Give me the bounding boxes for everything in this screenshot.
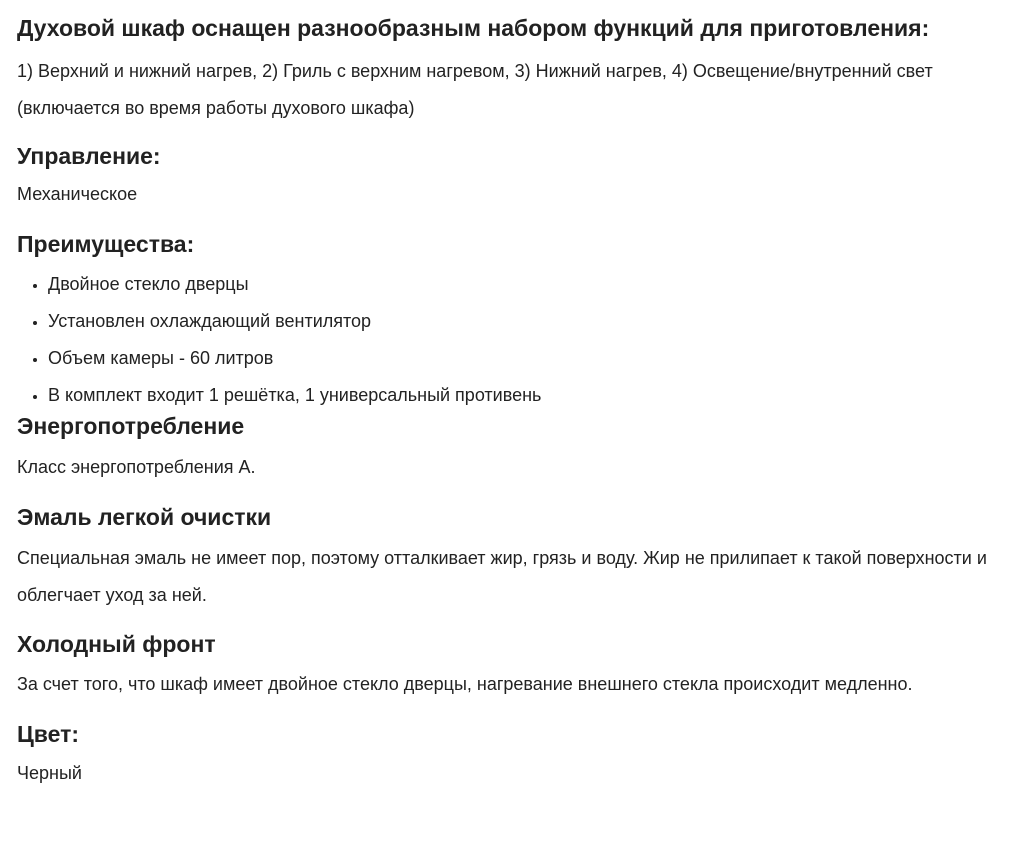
color-text: Черный [17, 763, 82, 783]
control-heading: Управление: [17, 143, 161, 169]
control-text: Механическое [17, 184, 138, 204]
list-item: • Двойное стекло дверцы [48, 266, 1035, 303]
list-item: • Установлен охлаждающий вентилятор [48, 303, 1035, 340]
list-item: • В комплект входит 1 решётка, 1 универсальный противень [48, 377, 1035, 414]
advantages-list [17, 266, 1035, 414]
cold-front-text: За счет того, что шкаф имеет двойное стекло дверцы, нагревание внешнего стекла происходит медленно. [17, 674, 913, 694]
energy-text: Класс энергопотребления А. [17, 457, 256, 477]
enamel-heading: Эмаль легкой очистки [17, 504, 272, 530]
color-heading: Цвет: [17, 721, 80, 747]
cold-front-heading: Холодный фронт [17, 631, 216, 657]
enamel-text: Специальная эмаль не имеет пор, поэтому отталкивает жир, грязь и воду. Жир не прилипает к такой поверхности и облегчает уход за ней. [17, 548, 987, 605]
functions-text: 1) Верхний и нижний нагрев, 2) Гриль с верхним нагревом, 3) Нижний нагрев, 4) Освещение/внутренний свет (включается во время работы духового шкафа) [17, 61, 933, 118]
functions-heading: Духовой шкаф оснащен разнообразным набором функций для приготовления: [17, 15, 930, 41]
advantages-heading: Преимущества: [17, 231, 195, 257]
product-description [17, 0, 1035, 792]
list-item: • Объем камеры - 60 литров [48, 340, 1035, 377]
energy-heading: Энергопотребление [17, 413, 245, 439]
